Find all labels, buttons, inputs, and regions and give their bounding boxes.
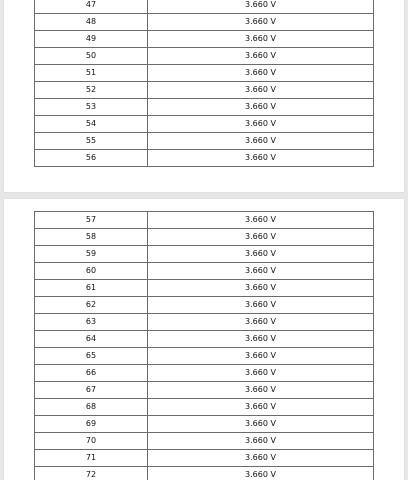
table-row xyxy=(35,365,374,382)
cell-index: 49 xyxy=(35,31,148,48)
cell-index: 55 xyxy=(35,133,148,150)
cell-voltage: 3.660 V xyxy=(148,433,374,450)
voltage-table xyxy=(34,0,374,167)
table-row xyxy=(35,382,374,399)
voltage-table-body xyxy=(35,0,374,167)
cell-index: 69 xyxy=(35,416,148,433)
cell-voltage: 3.660 V xyxy=(148,229,374,246)
cell-voltage: 3.660 V xyxy=(148,348,374,365)
cell-voltage: 3.660 V xyxy=(148,331,374,348)
table-row xyxy=(35,348,374,365)
table-row xyxy=(35,229,374,246)
table-row xyxy=(35,433,374,450)
cell-index: 64 xyxy=(35,331,148,348)
document-page xyxy=(4,0,404,192)
cell-index: 48 xyxy=(35,14,148,31)
cell-voltage: 3.660 V xyxy=(148,450,374,467)
cell-voltage: 3.660 V xyxy=(148,365,374,382)
cell-voltage: 3.660 V xyxy=(148,382,374,399)
cell-index: 59 xyxy=(35,246,148,263)
cell-voltage: 3.660 V xyxy=(148,116,374,133)
cell-voltage: 3.660 V xyxy=(148,65,374,82)
voltage-table xyxy=(34,211,374,480)
voltage-table-body xyxy=(35,212,374,480)
table-row xyxy=(35,0,374,14)
cell-index: 65 xyxy=(35,348,148,365)
cell-voltage: 3.660 V xyxy=(148,399,374,416)
cell-index: 60 xyxy=(35,263,148,280)
table-row xyxy=(35,331,374,348)
cell-index: 68 xyxy=(35,399,148,416)
cell-voltage: 3.660 V xyxy=(148,297,374,314)
cell-index: 70 xyxy=(35,433,148,450)
table-row xyxy=(35,297,374,314)
cell-index: 53 xyxy=(35,99,148,116)
cell-index: 51 xyxy=(35,65,148,82)
cell-index: 62 xyxy=(35,297,148,314)
cell-index: 57 xyxy=(35,212,148,229)
cell-index: 54 xyxy=(35,116,148,133)
table-row xyxy=(35,416,374,433)
table-row xyxy=(35,450,374,467)
table-row xyxy=(35,99,374,116)
cell-voltage: 3.660 V xyxy=(148,133,374,150)
cell-index: 63 xyxy=(35,314,148,331)
table-row xyxy=(35,48,374,65)
cell-voltage: 3.660 V xyxy=(148,212,374,229)
table-row xyxy=(35,212,374,229)
cell-voltage: 3.660 V xyxy=(148,280,374,297)
cell-index: 47 xyxy=(35,0,148,14)
cell-voltage: 3.660 V xyxy=(148,31,374,48)
cell-index: 72 xyxy=(35,467,148,480)
cell-index: 67 xyxy=(35,382,148,399)
cell-voltage: 3.660 V xyxy=(148,99,374,116)
table-row xyxy=(35,399,374,416)
table-row xyxy=(35,314,374,331)
table-row xyxy=(35,65,374,82)
cell-voltage: 3.660 V xyxy=(148,82,374,99)
table-row xyxy=(35,263,374,280)
cell-voltage: 3.660 V xyxy=(148,416,374,433)
cell-voltage: 3.660 V xyxy=(148,0,374,14)
cell-index: 71 xyxy=(35,450,148,467)
cell-voltage: 3.660 V xyxy=(148,14,374,31)
cell-voltage: 3.660 V xyxy=(148,263,374,280)
cell-index: 50 xyxy=(35,48,148,65)
cell-voltage: 3.660 V xyxy=(148,467,374,480)
cell-index: 58 xyxy=(35,229,148,246)
table-row xyxy=(35,150,374,167)
table-row xyxy=(35,116,374,133)
cell-voltage: 3.660 V xyxy=(148,150,374,167)
cell-index: 52 xyxy=(35,82,148,99)
table-row xyxy=(35,14,374,31)
document-page xyxy=(4,199,404,480)
cell-index: 61 xyxy=(35,280,148,297)
cell-voltage: 3.660 V xyxy=(148,314,374,331)
cell-voltage: 3.660 V xyxy=(148,246,374,263)
table-row xyxy=(35,133,374,150)
table-row xyxy=(35,280,374,297)
cell-index: 66 xyxy=(35,365,148,382)
table-row xyxy=(35,467,374,480)
cell-voltage: 3.660 V xyxy=(148,48,374,65)
table-row xyxy=(35,31,374,48)
cell-index: 56 xyxy=(35,150,148,167)
table-row xyxy=(35,246,374,263)
table-row xyxy=(35,82,374,99)
